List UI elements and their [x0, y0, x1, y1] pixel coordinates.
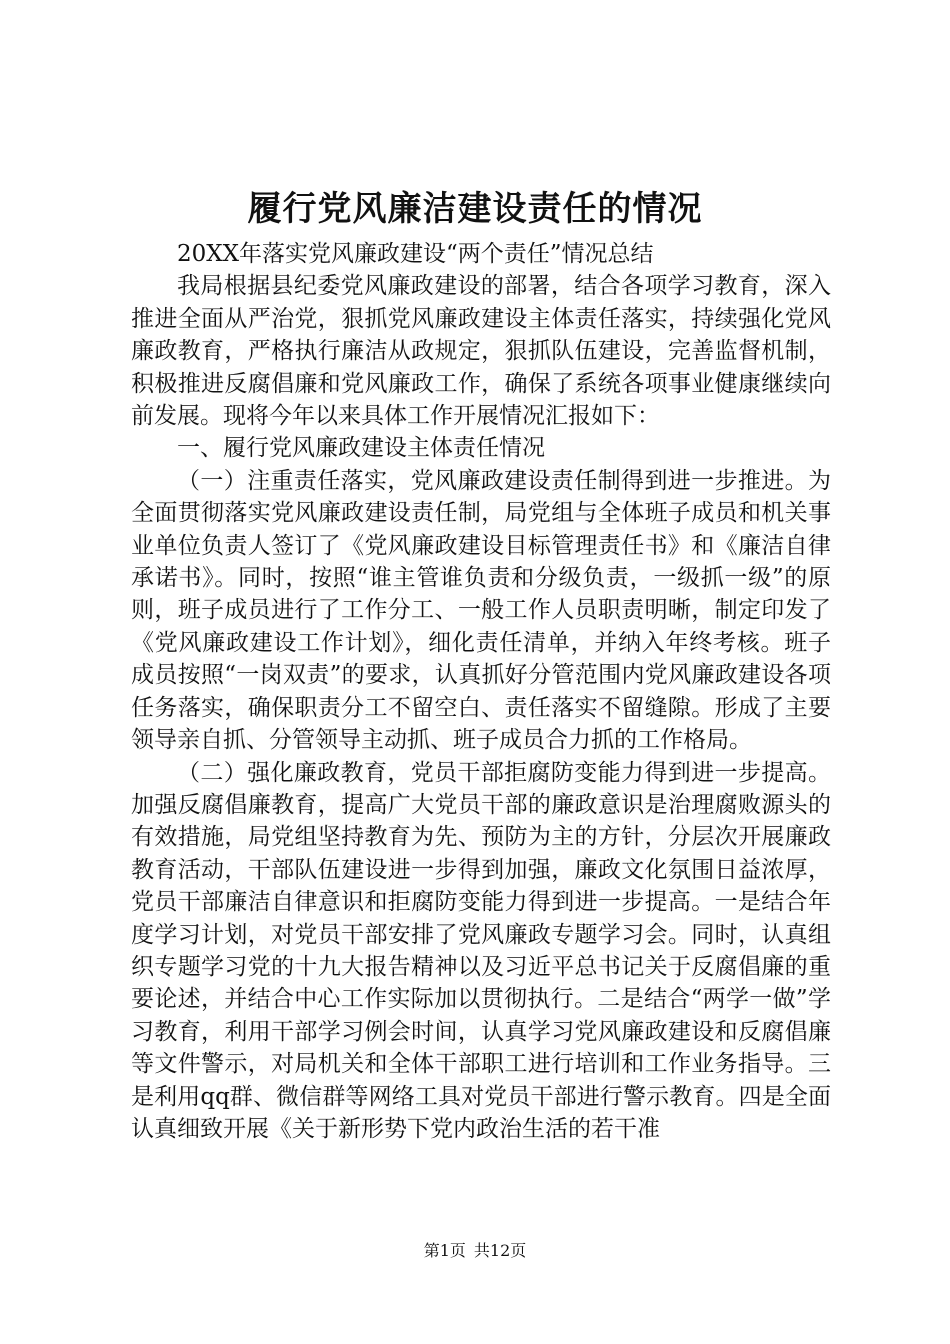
page-total: 共12页	[473, 1241, 527, 1260]
document-title: 履行党风廉洁建设责任的情况	[247, 189, 703, 229]
body-paragraph: （二）强化廉政教育，党员干部拒腐防变能力得到进一步提高。加强反腐倡廉教育，提高广大党员干部的廉政意识是治理腐败源头的有效措施，局党组坚持教育为先、预防为主的方针，分层次开展廉政教育活动，干部队伍建设进一步得到加强，廉政文化氛围日益浓厚，党员干部廉洁自律意识和拒腐防变能力得到进一步提高。一是结合年度学习计划，对党员干部安排了党风廉政专题学习会。同时，认真组织专题学习党的十九大报告精神以及习近平总书记关于反腐倡廉的重要论述，并结合中心工作实际加以贯彻执行。二是结合“两学一做”学习教育，利用干部学习例会时间，认真学习党风廉政建设和反腐倡廉等文件警示，对局机关和全体干部职工进行培训和工作业务指导。三是利用qq群、微信群等网络工具对党员干部进行警示教育。四是全面认真细致开展《关于新形势下党内政治生活的若干准	[131, 759, 831, 1142]
section-heading: 一、履行党风廉政建设主体责任情况	[177, 435, 545, 462]
page-number: 第1页	[423, 1241, 466, 1260]
intro-paragraph: 我局根据县纪委党风廉政建设的部署，结合各项学习教育，深入推进全面从严治党，狠抓党风廉政建设主体责任落实，持续强化党风廉政教育，严格执行廉洁从政规定，狠抓队伍建设，完善监督机制，积极推进反腐倡廉和党风廉政工作，确保了系统各项事业健康继续向前发展。现将今年以来具体工作开展情况汇报如下：	[131, 273, 831, 430]
document-body	[131, 238, 831, 1145]
body-paragraph: （一）注重责任落实，党风廉政建设责任制得到进一步推进。为全面贯彻落实党风廉政建设责任制，局党组与全体班子成员和机关事业单位负责人签订了《党风廉政建设目标管理责任书》和《廉洁自律承诺书》。同时，按照“谁主管谁负责和分级负责，一级抓一级”的原则，班子成员进行了工作分工、一般工作人员职责明晰，制定印发了《党风廉政建设工作计划》，细化责任清单，并纳入年终考核。班子成员按照“一岗双责”的要求，认真抓好分管范围内党风廉政建设各项任务落实，确保职责分工不留空白、责任落实不留缝隙。形成了主要领导亲自抓、分管领导主动抓、班子成员合力抓的工作格局。	[131, 467, 831, 754]
subtitle-paragraph: 20XX年落实党风廉政建设“两个责任”情况总结	[177, 241, 654, 267]
page-footer	[0, 1239, 950, 1263]
